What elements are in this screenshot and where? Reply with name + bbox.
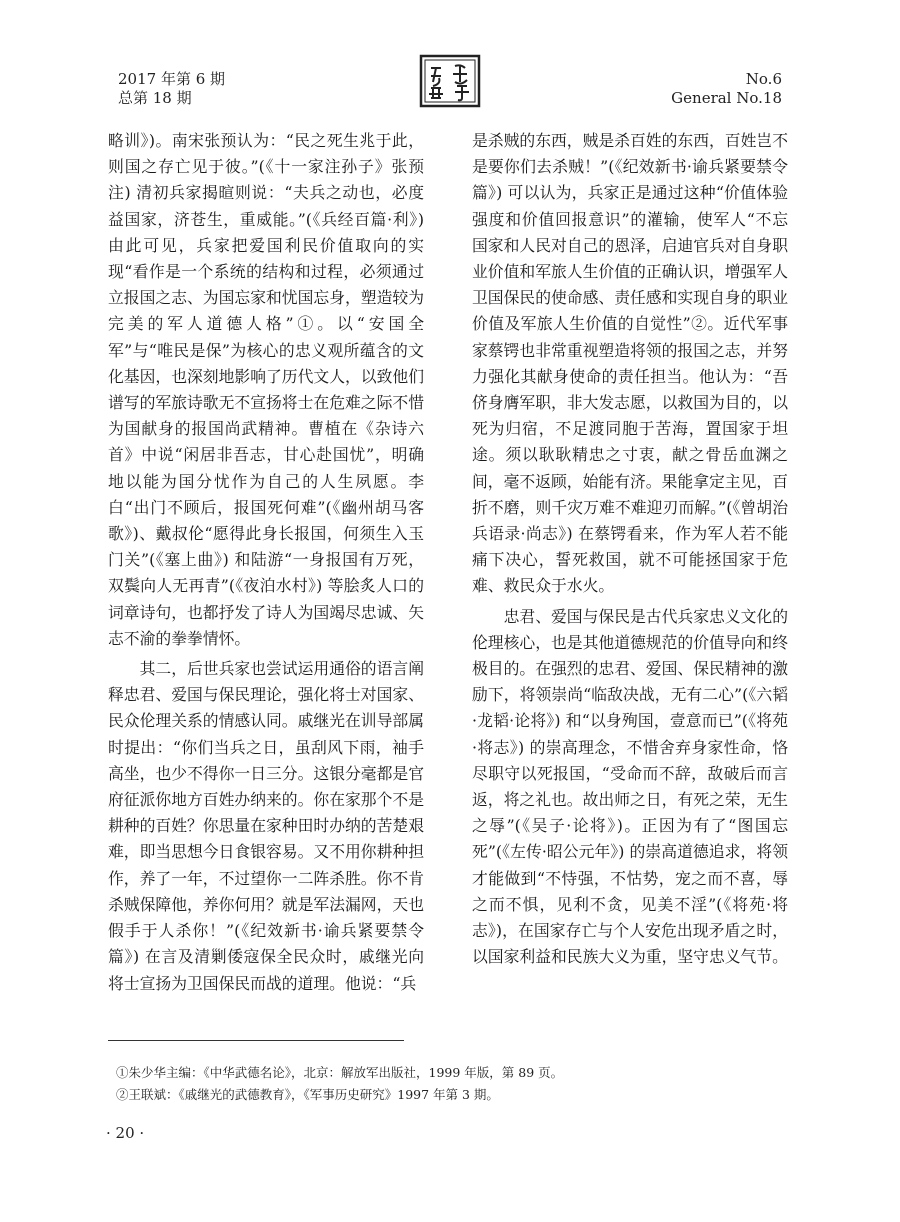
right-column	[472, 128, 788, 971]
left-column	[108, 128, 424, 997]
paragraph: 略训》)。南宋张预认为：“民之死生兆于此，则国之存亡见于彼。”(《十一家注孙子》张预注) 清初兵家揭暄则说：“夫兵之动也，必度益国家，济苍生，重威能。”(《兵经百篇·利》) 由此可见，兵家把爱国利民价值取向的实现“看作是一个系统的结构和过程，必须通过立报国之志、为国忘家和忧国忘身，塑造较为完美的军人道德人格”①。以“安国全军”与“唯民是保”为核心的忠义观所蕴含的文化基因，也深刻地影响了历代文人，以致他们谱写的军旅诗歌无不宣扬将士在危难之际不惜为国献身的报国尚武精神。曹植在《杂诗六首》中说“闲居非吾志，甘心赴国忧”，明确地以能为国分忧作为自己的人生夙愿。李白“出门不顾后，报国死何难”(《幽州胡马客歌》)、戴叔伦“愿得此身长报国，何须生入玉门关”(《塞上曲》) 和陆游“一身报国有万死，双鬓向人无再青”(《夜泊水村》) 等脍炙人口的词章诗句，也都抒发了诗人为国竭尽忠诚、矢志不渝的拳拳情怀。	[108, 131, 424, 648]
paragraph: 是杀贼的东西，贼是杀百姓的东西，百姓岂不是要你们去杀贼！”(《纪效新书·谕兵紧要禁令篇》) 可以认为，兵家正是通过这种“价值体验强度和价值回报意识”的灌输，使军人“不忘国家和人民对自己的恩泽，启迪官兵对自身职业价值和军旅人生价值的正确认识，增强军人卫国保民的使命感、责任感和实现自身的职业价值及军旅人生价值的自觉性”②。近代军事家蔡锷也非常重视塑造将领的报国之志，并努力强化其献身使命的责任担当。他认为：“吾侪身膺军职，非大发志愿，以救国为目的，以死为归宿，不足渡同胞于苦海，置国家于坦途。须以耿耿精忠之寸衷，献之骨岳血渊之间，毫不返顾，始能有济。果能拿定主见，百折不磨，则千灾万难不难迎刃而解。”(《曾胡治兵语录·尚志》) 在蔡锷看来，作为军人若不能痛下决心，誓死救国，就不可能拯国家于危难、救民众于水火。	[472, 131, 788, 596]
footnotes	[116, 1062, 796, 1106]
total-issue-en: General No.18	[671, 89, 782, 107]
total-issue-cn: 总第 18 期	[118, 89, 192, 107]
issue-number-cn: 2017 年第 6 期	[118, 70, 226, 88]
footnote-2: ②王联斌：《戚继光的武德教育》，《军事历史研究》1997 年第 3 期。	[116, 1087, 499, 1102]
paragraph: 其二，后世兵家也尝试运用通俗的语言阐释忠君、爱国与保民理论，强化将士对国家、民众伦理关系的情感认同。戚继光在训导部属时提出：“你们当兵之日，虽刮风下雨，袖手高坐，也少不得你一日三分。这银分毫都是官府征派你地方百姓办纳来的。你在家那个不是耕种的百姓？你思量在家种田时办纳的苦楚艰难，即当思想今日食银容易。又不用你耕种担作，养了一年，不过望你一二阵杀胜。你不肯杀贼保障他，养你何用？就是军法漏网，天也假手于人杀你！”(《纪效新书·谕兵紧要禁令篇》) 在言及清剿倭寇保全民众时，戚继光向将士宣扬为卫国保民而战的道理。他说：“兵	[108, 659, 424, 993]
page-number: · 20 ·	[106, 1124, 145, 1142]
journal-logo	[415, 52, 485, 110]
footnote-1: ①朱少华主编：《中华武德名论》，北京：解放军出版社，1999 年版，第 89 页。	[116, 1065, 564, 1080]
paragraph: 忠君、爱国与保民是古代兵家忠义文化的伦理核心，也是其他道德规范的价值导向和终极目的。在强烈的忠君、爱国、保民精神的激励下，将领崇尚“临敌决战，无有二心”(《六韬·龙韬·论将》) 和“以身殉国，壹意而已”(《将苑·将志》) 的崇高理念，不惜舍弃身家性命，恪尽职守以死报国，“受命而不辞，敌破后而言返，将之礼也。故出师之日，有死之荣，无生之辱”(《吴子·论将》)。正因为有了“图国忘死”(《左传·昭公元年》) 的崇高道德追求，将领才能做到“不恃强，不怙势，宠之而不喜，辱之而不惧，见利不贪，见美不淫”(《将苑·将志》)，在国家存亡与个人安危出现矛盾之时，以国家利益和民族大义为重，坚守忠义气节。	[472, 606, 788, 967]
header-issue-info-en	[671, 70, 782, 108]
issue-number-en: No.6	[745, 70, 782, 88]
header-issue-info	[118, 70, 225, 108]
journal-logo-seal-icon	[415, 52, 485, 110]
footnote-divider	[108, 1040, 404, 1041]
